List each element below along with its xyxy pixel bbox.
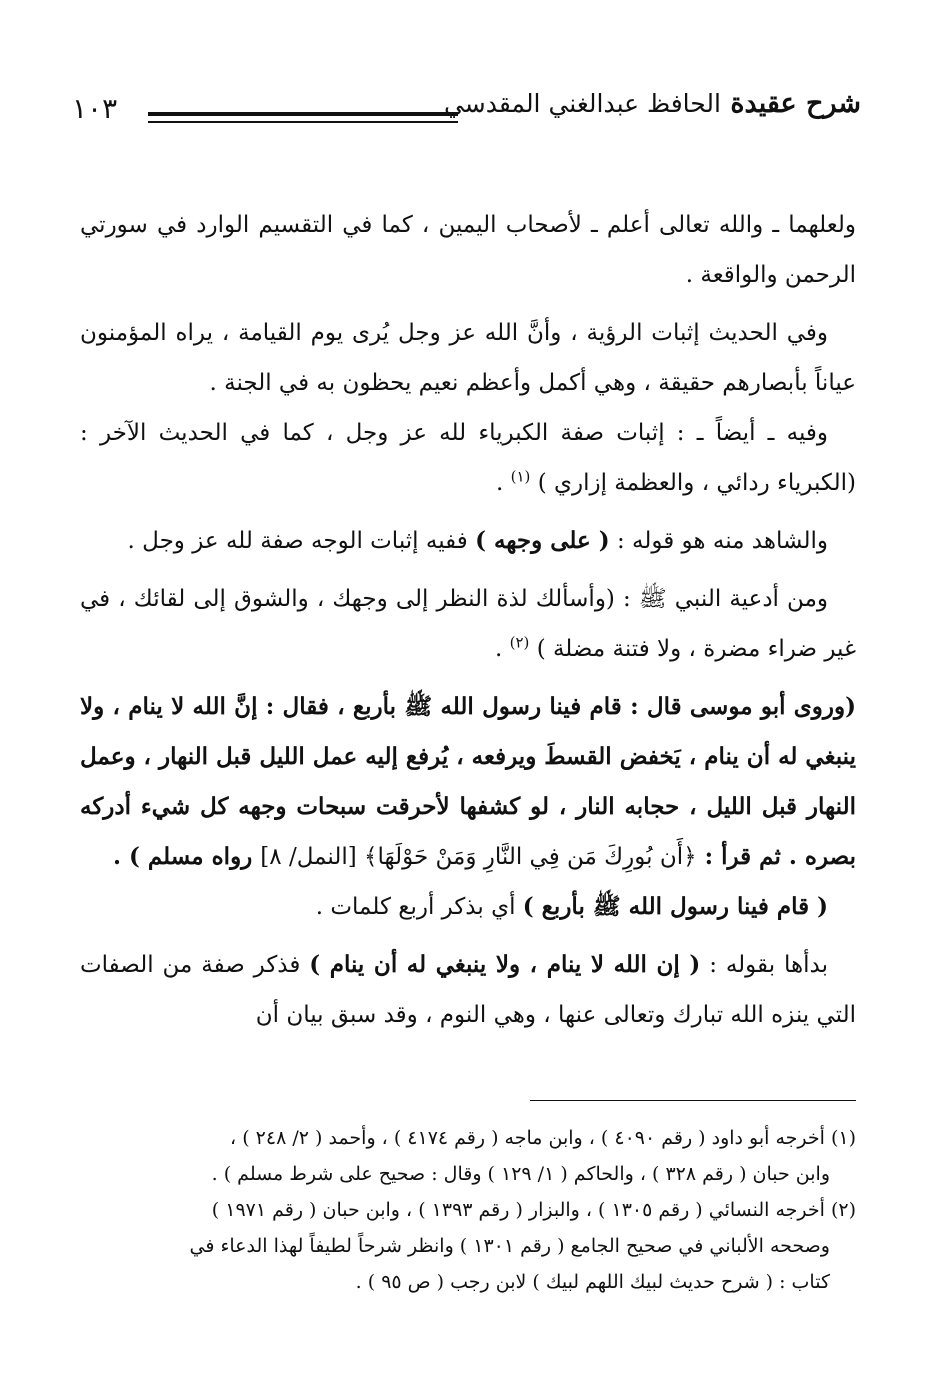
paragraph-3-end: .: [495, 470, 511, 496]
paragraph-4-rest: ففيه إثبات الوجه صفة لله عز وجل .: [127, 528, 476, 554]
header-title: شرح عقيدة: [730, 88, 861, 119]
paragraph-8-rest: فذكر صفة من الصفات التي ينزه الله تبارك وتعالى عنها ، وهي النوم ، وقد سبق بيان أن: [80, 952, 856, 1028]
footnotes: [80, 1120, 856, 1300]
hadith-source: رواه مسلم ) .: [112, 843, 261, 870]
footnote-1-line-2: وابن حبان ( رقم ٣٢٨ ) ، والحاكم ( ١/ ١٢٩ ) وقال : صحيح على شرط مسلم ) .: [211, 1163, 830, 1185]
paragraph-4: [80, 516, 856, 566]
header-subtitle: الحافظ عبدالغني المقدسي: [443, 89, 721, 118]
paragraph-5-end: .: [494, 636, 510, 662]
paragraph-2: وفي الحديث إثبات الرؤية ، وأنَّ الله عز وجل يُرى يوم القيامة ، يراه المؤمنون عياناً بأبصارهم حقيقة ، وهي أكمل وأعظم نعيم يحظون به في الجنة .: [80, 320, 856, 396]
footnote-2-line-1: (٢) أخرجه النسائي ( رقم ١٣٠٥ ) ، والبزار ( رقم ١٣٩٣ ) ، وابن حبان ( رقم ١٩٧١ ): [211, 1199, 856, 1221]
paragraph-5-text: ومن أدعية النبي ﷺ : (وأسألك لذة النظر إلى وجهك ، والشوق إلى لقائك ، في غير ضراء مضرة ، ولا فتنة مضلة ): [80, 586, 856, 662]
paragraph-3: [80, 408, 856, 508]
footnote-2-line-3: كتاب : ( شرح حديث لبيك اللهم لبيك ) لابن رجب ( ص ٩٥ ) .: [355, 1271, 830, 1293]
paragraph-8-lead: بدأها بقوله :: [700, 952, 828, 978]
paragraph-7-quote: ( قام فينا رسول الله ﷺ بأربع ): [522, 893, 828, 920]
quran-verse: ﴿أَن بُورِكَ مَن فِي النَّارِ وَمَنْ حَوْلَهَا﴾ [النمل/ ٨]: [260, 844, 697, 870]
footnote-divider: [530, 1100, 856, 1101]
hadith-text: [80, 682, 856, 882]
hadith-main: (وروى أبو موسى قال : قام فينا رسول الله ﷺ بأربع ، فقال : إنَّ الله لا ينام ، ولا ينبغي له أن ينام ، يَخفض القسطَ ويرفعه ، يُرفع إليه عمل الليل قبل النهار ، وعمل النهار قبل الليل ، حجابه النار ، لو كشفها لأحرقت سبحات وجهه كل شيء أدركه بصره . ثم قرأ :: [80, 693, 856, 870]
footnote-2-line-2: وصححه الألباني في صحيح الجامع ( رقم ١٣٠١ ) وانظر شرحاً لطيفاً لهذا الدعاء في: [189, 1235, 830, 1257]
main-text: [80, 200, 856, 1040]
paragraph-5: [80, 574, 856, 674]
paragraph-7-rest: أي بذكر أربع كلمات .: [315, 894, 523, 920]
footnote-ref-2: (٢): [509, 633, 530, 652]
paragraph-8: [80, 940, 856, 1040]
paragraph-1: ولعلهما ـ والله تعالى أعلم ـ لأصحاب اليمين ، كما في التقسيم الوارد في سورتي الرحمن والواقعة .: [80, 212, 856, 288]
page-number: ١٠٣: [72, 92, 118, 125]
running-header: [444, 88, 861, 119]
paragraph-8-quote: ( إن الله لا ينام ، ولا ينبغي له أن ينام ): [309, 951, 701, 978]
paragraph-7: [80, 882, 856, 932]
paragraph-3-text: وفيه ـ أيضاً ـ : إثبات صفة الكبرياء لله عز وجل ، كما في الحديث الآخر : (الكبرياء ردائي ، والعظمة إزاري ): [80, 420, 856, 496]
header-rule: [148, 112, 458, 123]
footnote-1-line-1: (١) أخرجه أبو داود ( رقم ٤٠٩٠ ) ، وابن ماجه ( رقم ٤١٧٤ ) ، وأحمد ( ٢/ ٢٤٨ ) ،: [230, 1127, 856, 1149]
paragraph-4-lead: والشاهد منه هو قوله :: [609, 528, 828, 554]
footnote-ref-1: (١): [510, 467, 531, 486]
paragraph-4-quote: ( على وجهه ): [475, 527, 610, 554]
